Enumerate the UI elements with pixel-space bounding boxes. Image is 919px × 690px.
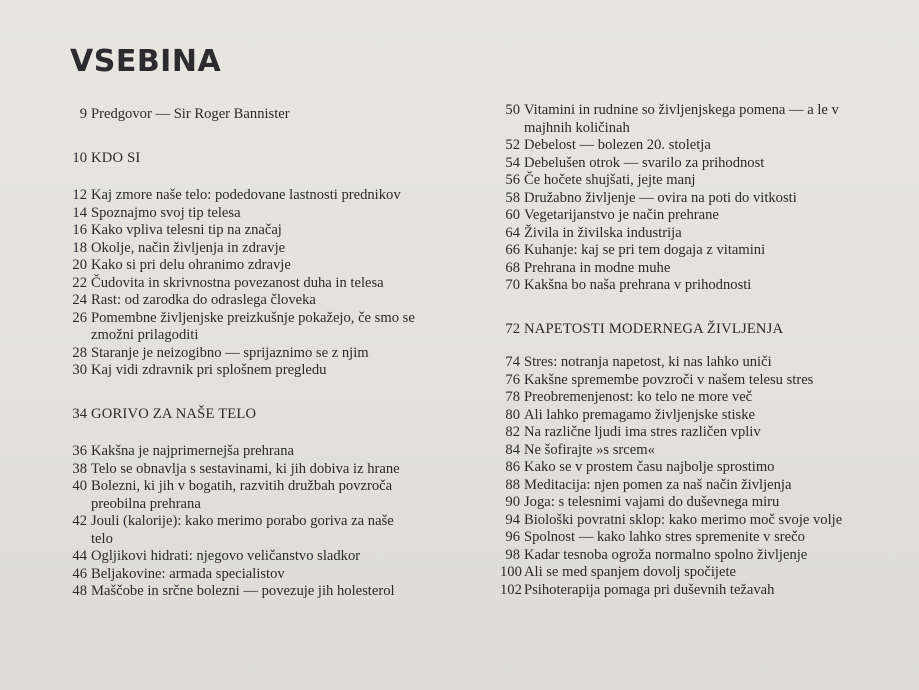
toc-entry bbox=[500, 207, 860, 225]
toc-entry bbox=[66, 222, 416, 240]
entry-text: Družabno življenje — ovira na poti do vitkosti bbox=[524, 189, 797, 206]
section-heading bbox=[66, 150, 416, 168]
toc-entry bbox=[500, 102, 860, 137]
page-number: 60 bbox=[505, 207, 520, 223]
entry-text: Vitamini in rudnine so življenjskega pomena — a le v majhnih količinah bbox=[524, 102, 839, 136]
page-number: 86 bbox=[505, 459, 520, 475]
entry-text: Telo se obnavlja s sestavinami, ki jih dobiva iz hrane bbox=[91, 460, 400, 477]
toc-entry bbox=[66, 461, 416, 479]
entry-text: Prehrana in modne muhe bbox=[524, 259, 671, 276]
entry-text: Bolezni, ki jih v bogatih, razvitih družbah povzroča preobilna prehrana bbox=[91, 478, 393, 512]
page-number: 22 bbox=[72, 274, 87, 291]
toc-entry bbox=[66, 205, 416, 223]
entry-text: Če hočete shujšati, jejte manj bbox=[524, 172, 696, 188]
page-number: 68 bbox=[505, 259, 520, 276]
entry-text: Ogljikovi hidrati: njegovo veličanstvo sladkor bbox=[91, 548, 361, 564]
entry-text: Debelušen otrok — svarilo za prihodnost bbox=[524, 154, 765, 171]
page-number: 98 bbox=[505, 546, 520, 563]
page-number: 94 bbox=[505, 511, 520, 528]
toc-entry bbox=[66, 240, 416, 258]
entry-text: Spoznajmo svoj tip telesa bbox=[91, 204, 241, 221]
toc-entry bbox=[500, 424, 860, 442]
entry-text: Biološki povratni sklop: kako merimo moč svoje volje bbox=[524, 511, 843, 528]
page-number: 58 bbox=[505, 189, 520, 206]
entry-text: Joga: s telesnimi vajami do duševnega miru bbox=[524, 494, 780, 510]
toc-section-list bbox=[500, 102, 860, 295]
toc-entry bbox=[66, 310, 416, 345]
entry-text: Pomembne življenjske preizkušnje pokažejo, če smo se zmožni prilagoditi bbox=[91, 309, 415, 343]
page-number: 28 bbox=[72, 344, 87, 361]
page-number: 102 bbox=[500, 581, 522, 598]
section-title: NAPETOSTI MODERNEGA ŽIVLJENJA bbox=[524, 320, 784, 337]
entry-text: Kakšna bo naša prehrana v prihodnosti bbox=[524, 277, 752, 293]
page-number: 14 bbox=[72, 204, 87, 221]
page-number: 40 bbox=[72, 478, 87, 494]
entry-text: Meditacija: njen pomen za naš način življenja bbox=[524, 476, 792, 493]
section-title: KDO SI bbox=[91, 149, 141, 166]
toc-entry bbox=[500, 407, 860, 425]
toc-entry bbox=[500, 277, 860, 295]
page-number: 54 bbox=[505, 154, 520, 171]
page-number: 20 bbox=[72, 257, 87, 273]
entry-text: Ali se med spanjem dovolj spočijete bbox=[524, 564, 736, 580]
toc-entry bbox=[500, 137, 860, 155]
page-number: 10 bbox=[72, 149, 87, 166]
entry-text: Kako se v prostem času najbolje sprostimo bbox=[524, 459, 775, 475]
page-number: 72 bbox=[505, 320, 520, 337]
page-number: 46 bbox=[72, 565, 87, 582]
entry-text: Stres: notranja napetost, ki nas lahko uniči bbox=[524, 354, 772, 370]
toc-entry bbox=[66, 478, 416, 513]
toc-entry bbox=[500, 372, 860, 390]
entry-text: Živila in živilska industrija bbox=[524, 224, 682, 241]
page-number: 30 bbox=[72, 362, 87, 378]
entry-text: Čudovita in skrivnostna povezanost duha in telesa bbox=[91, 274, 384, 291]
page-number: 66 bbox=[505, 242, 520, 258]
page-number: 42 bbox=[72, 513, 87, 529]
page-number: 76 bbox=[505, 371, 520, 388]
toc-entry bbox=[500, 354, 860, 372]
page-number: 90 bbox=[505, 494, 520, 510]
toc-entry bbox=[66, 257, 416, 275]
entry-text: Kuhanje: kaj se pri tem dogaja z vitamini bbox=[524, 242, 766, 258]
entry-text: Debelost — bolezen 20. stoletja bbox=[524, 137, 711, 153]
toc-left-column bbox=[66, 106, 416, 601]
page-number: 70 bbox=[505, 277, 520, 293]
toc-entry bbox=[500, 582, 860, 600]
toc-entry bbox=[66, 275, 416, 293]
entry-text: Staranje je neizogibno — sprijaznimo se z njim bbox=[91, 344, 369, 361]
entry-text: Preobremenjenost: ko telo ne more več bbox=[524, 389, 753, 405]
toc-entry bbox=[500, 494, 860, 512]
entry-text: Kakšne spremembe povzroči v našem telesu stres bbox=[524, 371, 814, 388]
toc-entry bbox=[500, 155, 860, 173]
page-number: 36 bbox=[72, 443, 87, 459]
page-number: 18 bbox=[72, 239, 87, 256]
toc-entry bbox=[500, 477, 860, 495]
page-number: 52 bbox=[505, 137, 520, 153]
entry-text: Jouli (kalorije): kako merimo porabo goriva za naše telo bbox=[91, 513, 394, 547]
entry-text: Spolnost — kako lahko stres spremenite v srečo bbox=[524, 529, 805, 545]
entry-text: Kaj vidi zdravnik pri splošnem pregledu bbox=[91, 362, 327, 378]
page-number: 88 bbox=[505, 476, 520, 493]
page-number: 78 bbox=[505, 389, 520, 405]
page-title: VSEBINA bbox=[70, 44, 222, 79]
entry-text: Kako si pri delu ohranimo zdravje bbox=[91, 257, 291, 273]
entry-text: Ne šofirajte »s srcem« bbox=[524, 441, 655, 458]
section-title: GORIVO ZA NAŠE TELO bbox=[91, 405, 257, 422]
section-heading bbox=[500, 321, 860, 339]
page-number: 74 bbox=[505, 354, 520, 370]
page-number: 96 bbox=[505, 529, 520, 545]
toc-entry bbox=[66, 345, 416, 363]
page-number: 50 bbox=[505, 102, 520, 118]
toc-entry bbox=[500, 564, 860, 582]
entry-text: Kaj zmore naše telo: podedovane lastnosti prednikov bbox=[91, 187, 401, 203]
page-number: 34 bbox=[72, 405, 87, 422]
toc-entry bbox=[500, 172, 860, 190]
page-number: 82 bbox=[505, 424, 520, 440]
toc-entry bbox=[66, 292, 416, 310]
page-number: 44 bbox=[72, 548, 87, 564]
toc-entry bbox=[500, 242, 860, 260]
page-number: 16 bbox=[72, 222, 87, 238]
toc-entry-preface bbox=[66, 106, 416, 124]
page-number: 100 bbox=[500, 564, 522, 580]
entry-text: Vegetarijanstvo je način prehrane bbox=[524, 207, 719, 223]
section-heading bbox=[66, 406, 416, 424]
toc-right-column bbox=[500, 102, 860, 599]
entry-text: Kakšna je najprimernejša prehrana bbox=[91, 443, 295, 459]
toc-entry bbox=[500, 459, 860, 477]
toc-entry bbox=[66, 513, 416, 548]
entry-text: Kako vpliva telesni tip na značaj bbox=[91, 222, 282, 238]
entry-text: Maščobe in srčne bolezni — povezuje jih holesterol bbox=[91, 583, 395, 599]
page-number: 24 bbox=[72, 292, 87, 308]
toc-section-list bbox=[66, 187, 416, 380]
entry-text: Okolje, način življenja in zdravje bbox=[91, 239, 286, 256]
page-number: 38 bbox=[72, 460, 87, 477]
entry-text: Kadar tesnoba ogroža normalno spolno življenje bbox=[524, 546, 808, 563]
page-number: 64 bbox=[505, 224, 520, 241]
page-number: 84 bbox=[505, 441, 520, 458]
entry-text: Predgovor — Sir Roger Bannister bbox=[91, 106, 290, 122]
page-number: 26 bbox=[72, 309, 87, 326]
page-number: 80 bbox=[505, 406, 520, 423]
page-number: 56 bbox=[505, 172, 520, 188]
toc-entry bbox=[500, 547, 860, 565]
toc-entry bbox=[66, 583, 416, 601]
entry-text: Psihoterapija pomaga pri duševnih težavah bbox=[524, 581, 775, 598]
entry-text: Na različne ljudi ima stres različen vpliv bbox=[524, 424, 761, 440]
toc-section-list bbox=[500, 354, 860, 599]
toc-entry bbox=[66, 187, 416, 205]
toc-entry bbox=[500, 442, 860, 460]
toc-entry bbox=[66, 566, 416, 584]
toc-entry bbox=[500, 389, 860, 407]
toc-entry bbox=[500, 190, 860, 208]
toc-entry bbox=[500, 529, 860, 547]
toc-entry bbox=[66, 548, 416, 566]
entry-text: Rast: od zarodka do odraslega človeka bbox=[91, 292, 316, 308]
page-number: 12 bbox=[72, 187, 87, 203]
page-number: 9 bbox=[79, 106, 87, 122]
toc-section-list bbox=[66, 443, 416, 601]
toc-entry bbox=[500, 260, 860, 278]
page-number: 48 bbox=[72, 583, 87, 599]
entry-text: Ali lahko premagamo življenjske stiske bbox=[524, 406, 756, 423]
toc-entry bbox=[66, 443, 416, 461]
entry-text: Beljakovine: armada specialistov bbox=[91, 565, 285, 582]
toc-entry bbox=[500, 225, 860, 243]
toc-entry bbox=[66, 362, 416, 380]
toc-entry bbox=[500, 512, 860, 530]
